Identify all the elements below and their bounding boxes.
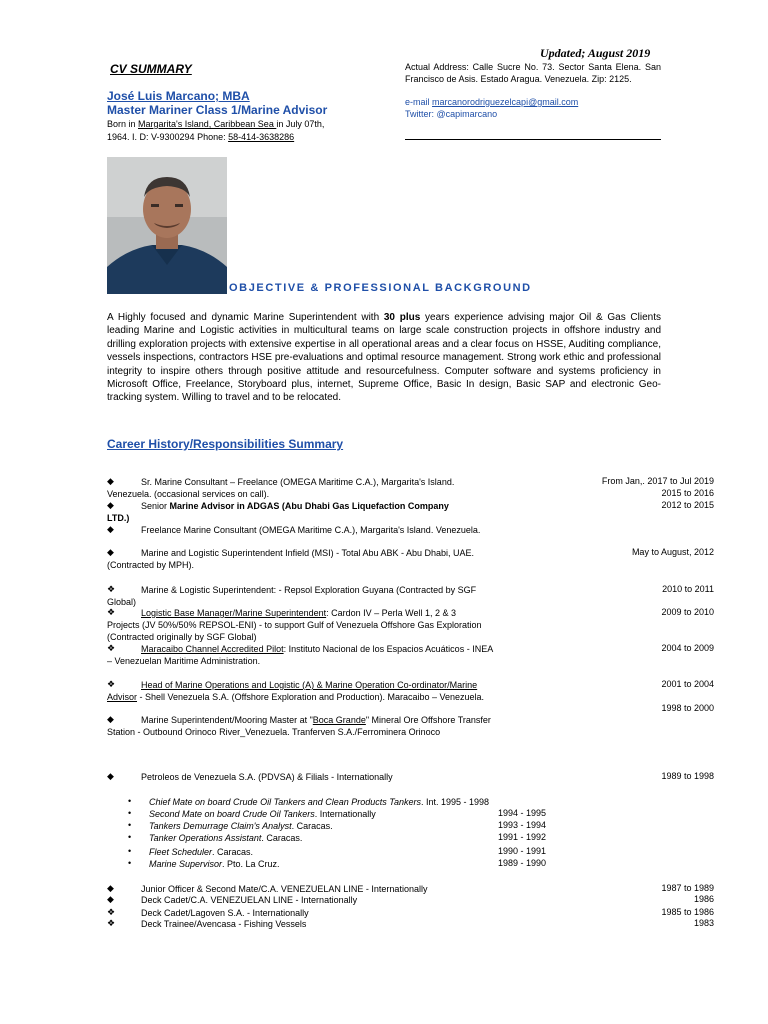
divider [405,139,661,140]
pdvsa-role-title: Marine Supervisor [149,859,223,869]
career-entry-text: Freelance Marine Consultant (OMEGA Maritime C.A.), Margarita's Island. Venezuela. [141,525,481,535]
objective-text-2: years experience advising major Oil & Gas Clients leading Marine and Logistic activities in multicultural teams on large scale construction projects in offshore industry and drilling exploration projects with extensive expertise in all operational areas and a clear focus on HSSE, Auditing compliance, vessels inspections, contractors HSE pre-evaluations and optimal resource management. Strong work ethic and professional integrity to inspire others through positive attitude and resourcefulness. Computer software and systems proficiency in Microsoft Office, Freelance, Storyboard plus, internet, Supreme Office, Basic In design, Basic SAP and electronic Geo-tracking system. Willing to travel and to be relocated. [107,312,662,404]
pdvsa-role-rest: . Caracas. [212,847,254,857]
early-entry-date: 1983 [693,918,714,928]
address: Actual Address: Calle Sucre No. 73. Sector Santa Elena. San Francisco de Asis. Estado Aragua. Venezuela. Zip: 2125. [405,62,661,84]
pdvsa-role-date: 1993 - 1994 [498,820,547,830]
bullet-ornament: ❖ [107,918,116,928]
career-heading: Career History/Responsibilities Summary [107,437,344,451]
career-entry-text [141,714,491,726]
bullet-dot: • [128,846,132,856]
career-entry-date-2: 1998 to 2000 [661,703,714,713]
pdvsa-role-date: 1989 - 1990 [498,858,547,868]
bullet-diamond: ◆ [107,524,114,534]
bullet-dot: • [128,858,132,868]
career-entry-date: From Jan,. 2017 to Jul 2019 [601,476,714,486]
career-entry-text [141,500,449,512]
career-entry-date: 2015 to 2016 [661,488,714,498]
pdvsa-role-rest: . Caracas. [291,821,333,831]
updated-date: Updated; August 2019 [540,46,651,60]
career-entry-text-2: Global) [107,597,137,607]
pdvsa-role-rest: . Pto. La Cruz. [222,859,280,869]
pdvsa-role [149,796,489,808]
career-entry-rest: : Instituto Nacional de los Espacios Acuáticos - INEA [283,644,494,654]
bullet-ornament: ❖ [107,679,116,689]
born-prefix: Born in [107,119,139,129]
bullet-dot: • [128,820,132,830]
bullet-ornament: ❖ [107,907,116,917]
career-entry-date: 1989 to 1998 [661,771,714,781]
career-entry-role: Maracaibo Channel Accredited Pilot [141,644,284,654]
pdvsa-role [149,832,302,844]
career-entry-rest: - Shell Venezuela S.A. (Offshore Exploration and Production). Maracaibo – Venezuela. [137,692,485,702]
email-link[interactable]: marcanorodriguezelcapi@gmail.com [432,97,579,107]
pdvsa-role-date: 1991 - 1992 [498,832,547,842]
cv-summary-title: CV SUMMARY [110,62,192,76]
pdvsa-role-title: Tanker Operations Assistant [149,833,262,843]
career-entry-role: Head of Marine Operations and Logistic (A) & Marine Operation Co-ordinator/Marine [141,680,478,690]
career-entry-date-2: 2012 to 2015 [661,500,714,510]
phone-number: 58-414-3638286 [228,132,295,142]
early-entry-text: Junior Officer & Second Mate/C.A. VENEZUELAN LINE - Internationally [141,884,428,894]
pdvsa-role-rest: . Caracas. [261,833,303,843]
bullet-diamond: ◆ [107,894,114,904]
pdvsa-role-rest: . Internationally [314,809,376,819]
bullet-dot: • [128,796,132,806]
pdvsa-role [149,820,333,832]
pdvsa-role-date: 1990 - 1991 [498,846,547,856]
pdvsa-role-date: 1994 - 1995 [498,808,547,818]
bullet-ornament: ❖ [107,643,116,653]
career-entry-text-2 [107,691,484,703]
bullet-diamond: ◆ [107,500,114,510]
career-entry-date: 2001 to 2004 [661,679,714,689]
early-entry-date: 1987 to 1989 [661,883,714,893]
career-entry-text-2: LTD.) [107,513,130,523]
twitter-handle[interactable]: Twitter: @capimarcano [405,109,498,119]
career-entry-bold: Marine Advisor in ADGAS (Abu Dhabi Gas Liquefaction Company [169,501,449,511]
career-entry-pre: Marine Superintendent/Mooring Master at " [141,715,313,725]
career-entry-role: Logistic Base Manager/Marine Superintendent [141,608,327,618]
email-line [405,97,578,107]
career-entry-text: Marine & Logistic Superintendent: - Repsol Exploration Guyana (Contracted by SGF [141,585,477,595]
born-place: Margarita's Island, Caribbean Sea [138,119,277,129]
career-entry-text [141,607,456,619]
bullet-ornament: ❖ [107,584,116,594]
early-entry-date: 1985 to 1986 [661,907,714,917]
pdvsa-role [149,808,376,820]
bullet-diamond: ◆ [107,883,114,893]
pdvsa-role [149,846,253,858]
career-entry-place: Boca Grande [312,715,366,725]
career-entry-date: 2009 to 2010 [661,607,714,617]
early-entry-text: Deck Cadet/C.A. VENEZUELAN LINE - Internationally [141,895,358,905]
bullet-dot: • [128,808,132,818]
career-entry-text: Petroleos de Venezuela S.A. (PDVSA) & Filials - Internationally [141,772,393,782]
pdvsa-role-rest: . Int. 1995 - 1998 [420,797,490,807]
career-entry-date: May to August, 2012 [631,547,714,557]
career-entry-text [141,643,493,655]
career-entry-date: 2010 to 2011 [662,584,714,594]
profile-photo [107,157,227,294]
early-entry-text: Deck Cadet/Lagoven S.A. - Internationally [141,908,309,918]
born-suffix: in July 07th, [276,119,325,129]
bullet-diamond: ◆ [107,547,114,557]
early-entry-date: 1986 [693,894,714,904]
career-entry-text-2: Venezuela. (occasional services on call). [107,489,270,499]
bullet-ornament: ❖ [107,607,116,617]
career-entry-text-3: (Contracted originally by SGF Global) [107,632,257,642]
objective-text-1: A Highly focused and dynamic Marine Superintendent with [107,312,384,323]
career-entry-text-2: Station - Outbound Orinoco River_Venezuela. Tranferven S.A./Ferrominera Orinoco [107,727,441,737]
objective-paragraph [107,311,661,405]
pdvsa-role-title: Chief Mate on board Crude Oil Tankers and Clean Products Tankers [149,797,421,807]
bullet-diamond: ◆ [107,714,114,724]
career-entry-pre: Senior [141,501,170,511]
career-entry-text [141,679,477,691]
early-entry-text: Deck Trainee/Avencasa - Fishing Vessels [141,919,307,929]
career-entry-text: Sr. Marine Consultant – Freelance (OMEGA Maritime C.A.), Margarita's Island. [141,477,455,487]
pdvsa-role [149,858,280,870]
candidate-name: José Luis Marcano; MBA [107,89,250,103]
career-entry-text-2: (Contracted by MPH). [107,560,195,570]
career-entry-rest: : Cardon IV – Perla Well 1, 2 & 3 [326,608,457,618]
email-label: e-mail [405,97,433,107]
career-entry-rest: " Mineral Ore Offshore Transfer [365,715,491,725]
career-entry-text-2: – Venezuelan Maritime Administration. [107,656,261,666]
career-entry-text-2: Projects (JV 50%/50% REPSOL-ENI) - to support Gulf of Venezuela Offshore Gas Exploration [107,620,482,630]
pdvsa-role-title: Second Mate on board Crude Oil Tankers [149,809,315,819]
pdvsa-role-title: Fleet Scheduler [149,847,213,857]
bullet-diamond: ◆ [107,476,114,486]
career-entry-date: 2004 to 2009 [661,643,714,653]
bullet-dot: • [128,832,132,842]
bullet-diamond: ◆ [107,771,114,781]
career-entry-text: Marine and Logistic Superintendent Infield (MSI) - Total Abu ABK - Abu Dhabi, UAE. [141,548,475,558]
objective-heading: OBJECTIVE & PROFESSIONAL BACKGROUND [229,282,532,294]
candidate-title: Master Mariner Class 1/Marine Advisor [107,103,328,117]
career-entry-role-2: Advisor [107,692,138,702]
birth-info [107,118,367,144]
objective-bold: 30 plus [383,312,421,323]
id-line: 1964. I. D: V-9300294 Phone: [107,132,229,142]
pdvsa-role-title: Tankers Demurrage Claim's Analyst [149,821,292,831]
